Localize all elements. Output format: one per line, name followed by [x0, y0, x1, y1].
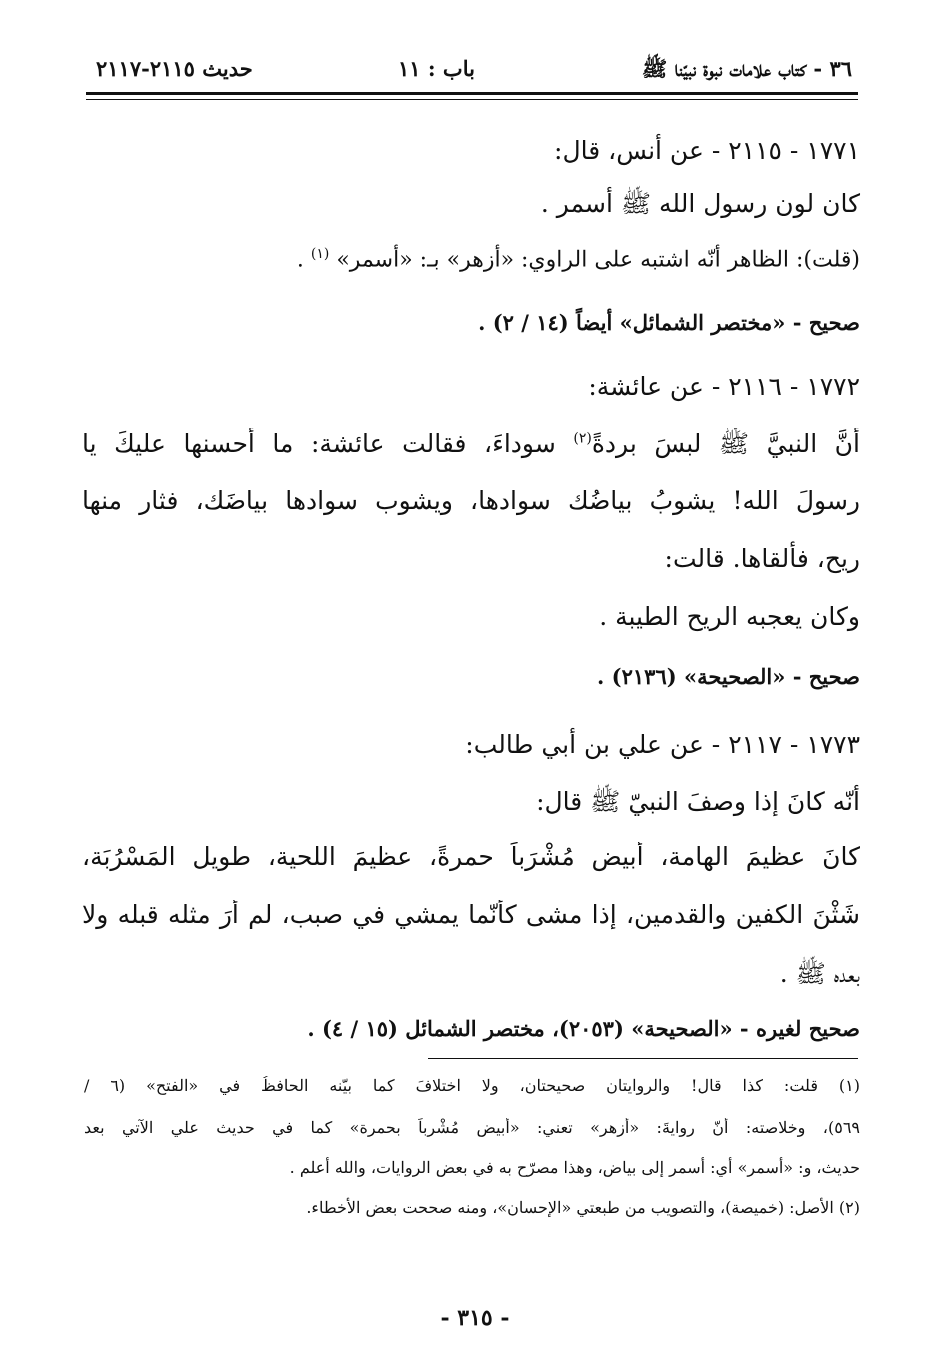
hadith-number: ١٧٧٢ - ٢١١٦ - عن عائشة: — [588, 372, 860, 401]
hadith-text: أنَّ النبيَّ ﷺ لبسَ بردةً$^{(٢)}$ سوداءَ، فقالت عائشة: ما أَحسنها عليكَ يا — [82, 429, 860, 458]
hadith-grade: صحيح لغيره - «الصحيحة» (٢٠٥٣)، مختصر الشمائل (١٥ / ٤) . — [307, 1016, 860, 1041]
header-rule-thin — [86, 99, 858, 100]
hadith-text: كان لون رسول الله ﷺ أسمر . — [540, 189, 860, 218]
footnote-line: (١) قلت: كذا قال! والروايتان صحيحتان، ولا اختلافَ كما بيّنه الحافظُ في «الفتح» (٦ / — [84, 1076, 860, 1095]
page-number: - ٣١٥ - — [440, 1305, 510, 1331]
hadith-text: بعده ﷺ . — [779, 959, 860, 988]
hadith-text: ريح، فألقاها. قالت: — [664, 544, 860, 573]
footnote-marker: (٢) — [573, 430, 592, 447]
hadith-grade: صحيح - «الصحيحة» (٢١٣٦) . — [597, 664, 860, 689]
footnote-line: ٥٦٩)، وخلاصته: أنّ روايةَ: «أزهر» تعني: «أبيض مُشْرباً بحمرة» كما في حديث علي الآتي بعد — [84, 1118, 860, 1137]
footnote-line: (٢) الأصل: (خميصة)، والتصويب من طبعتي «الإحسان»، ومنه صححت بعض الأخطاء. — [306, 1198, 860, 1217]
hadith-grade: صحيح - «مختصر الشمائل» أيضاً (١٤ / ٢) . — [478, 310, 860, 335]
hadith-range: حديث ٢١١٥-٢١١٧ — [96, 56, 253, 81]
bab-label: باب : ١١ — [398, 56, 475, 81]
header-rule-thick — [86, 92, 858, 95]
chapter-title: ٣٦ - كتاب علامات نبوة نبيّنا ﷺ — [641, 56, 852, 81]
footnote-line: حديث، و: «أسمر» أي: أسمر إلى بياض، وهذا مصرّح به في بعض الروايات، والله أعلم . — [289, 1158, 860, 1177]
footnote-marker: (١) — [310, 246, 330, 262]
hadith-text: كانَ عظيمَ الهامة، أَبيض مُشْرَباً حمرةً، عظيمَ اللحية، طويل المَسْرُبَة، — [82, 842, 860, 871]
footnote-separator — [428, 1058, 858, 1059]
hadith-text: أنّه كانَ إذا وصفَ النبيّ ﷺ قال: — [536, 787, 860, 816]
hadith-text: وكان يعجبه الريح الطيبة . — [599, 602, 860, 631]
editor-note: (قلت): الظاهر أنّه اشتبه على الراوي: «أزهر» بـ: «أسمر» $^{(١)}$ . — [296, 246, 860, 273]
hadith-text: شَثْنَ الكفين والقدمين، إذا مشى كأنّما يمشي في صبب، لم أَرَ مثله قبله ولا — [82, 900, 860, 929]
hadith-number: ١٧٧٣ - ٢١١٧ - عن علي بن أبي طالب: — [465, 730, 860, 759]
hadith-number: ١٧٧١ - ٢١١٥ - عن أنس، قال: — [554, 136, 860, 165]
hadith-text: رسولَ الله! يشوبُ بياضُك سوادها، ويشوب سوادها بياضَك، فثار منها — [82, 486, 860, 515]
